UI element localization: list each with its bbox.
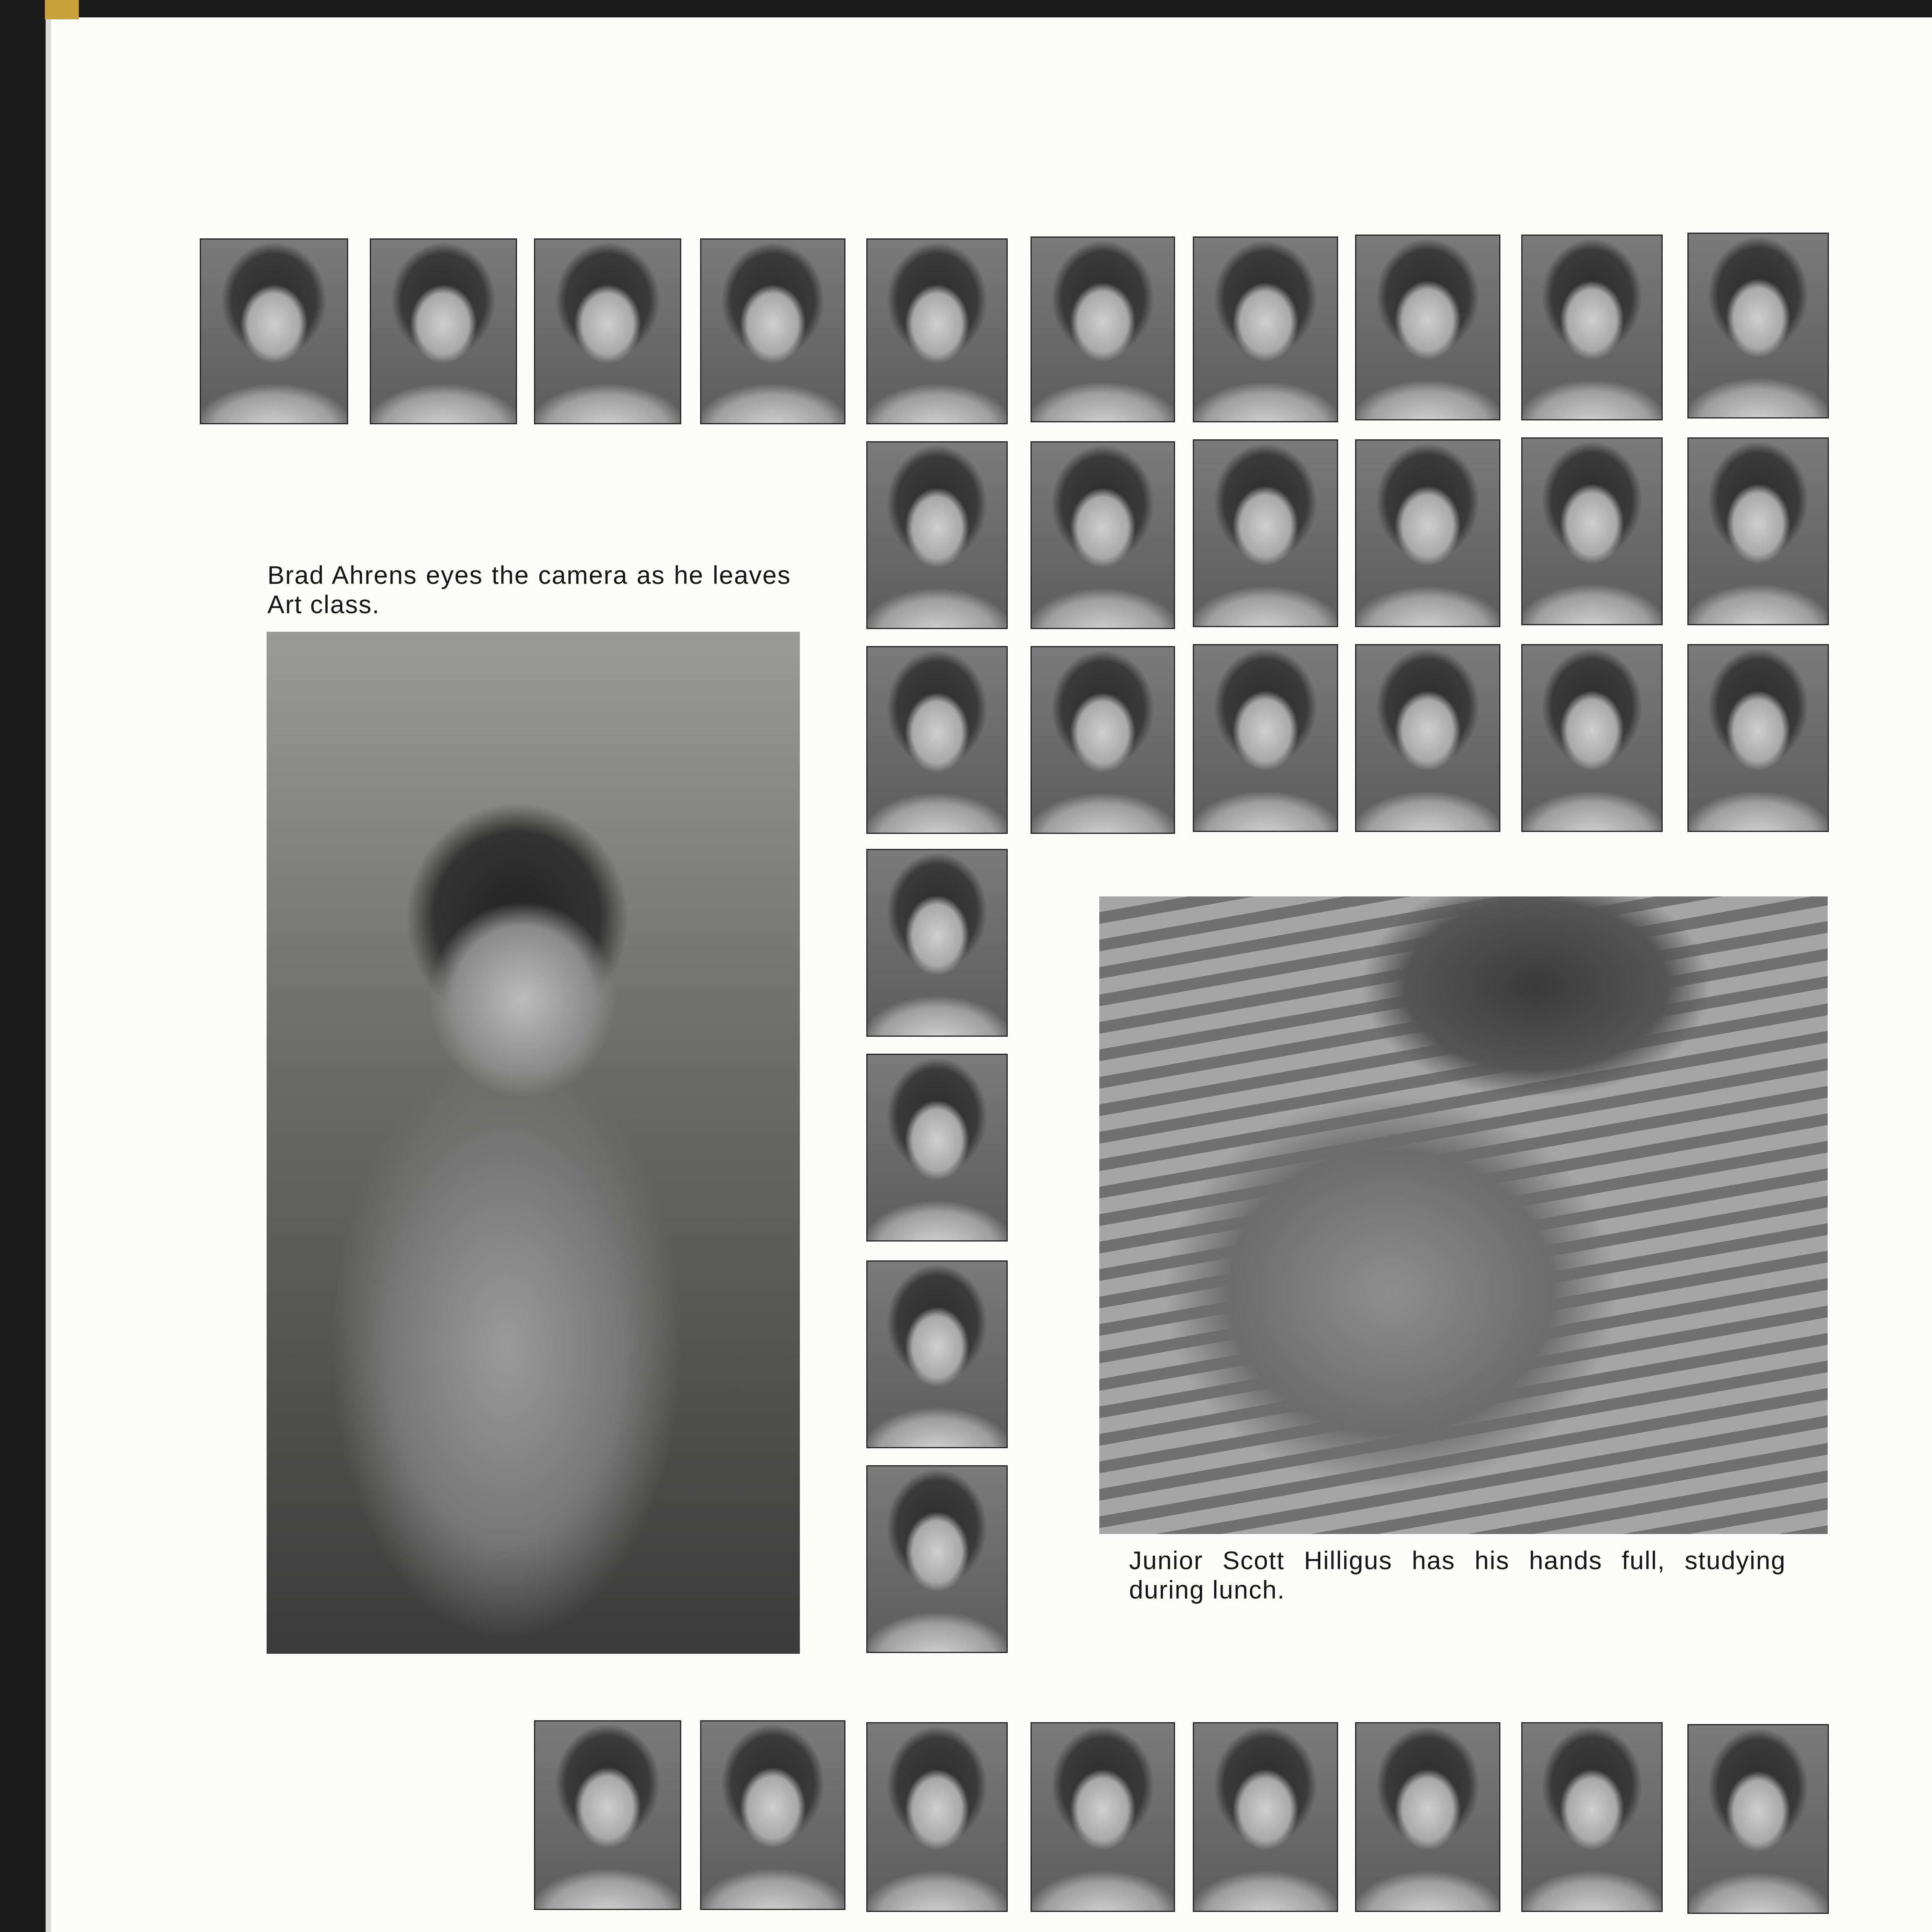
portrait	[701, 1721, 844, 1909]
portrait	[535, 1721, 680, 1909]
portrait	[1356, 440, 1499, 626]
portrait	[1356, 1723, 1499, 1911]
portrait	[1689, 439, 1828, 624]
portrait	[1522, 645, 1662, 831]
portrait	[1689, 645, 1828, 831]
portrait	[867, 850, 1007, 1036]
portrait	[867, 1055, 1007, 1240]
portrait	[1522, 236, 1662, 419]
portrait	[1194, 1723, 1337, 1911]
portrait	[867, 1262, 1007, 1447]
portrait	[1032, 442, 1174, 628]
page-edge	[46, 17, 51, 1932]
binding-tab	[45, 0, 79, 19]
portrait	[1194, 238, 1337, 421]
portrait	[867, 1723, 1007, 1911]
portrait	[371, 240, 516, 423]
portrait	[535, 240, 680, 423]
portrait	[1032, 238, 1174, 421]
portrait	[1522, 1723, 1662, 1911]
portrait	[867, 1466, 1007, 1652]
portrait	[1689, 234, 1828, 417]
portrait	[867, 442, 1007, 628]
portrait	[1356, 645, 1499, 831]
portrait	[1356, 236, 1499, 419]
portrait	[1032, 1723, 1174, 1911]
portrait	[867, 647, 1007, 833]
portrait	[1032, 647, 1174, 833]
portrait	[1194, 440, 1337, 626]
lunch-caption: Junior Scott Hilligus has his hands full, studying during lunch.	[1129, 1546, 1786, 1604]
portrait	[1522, 439, 1662, 624]
portrait	[201, 240, 347, 423]
portrait	[1194, 645, 1337, 831]
art-class-caption: Brad Ahrens eyes the camera as he leaves Art class.	[267, 561, 791, 619]
portrait	[867, 240, 1007, 423]
lunch-photo	[1099, 896, 1828, 1534]
portrait	[701, 240, 844, 423]
art-class-photo	[267, 632, 800, 1654]
portrait	[1689, 1725, 1828, 1913]
